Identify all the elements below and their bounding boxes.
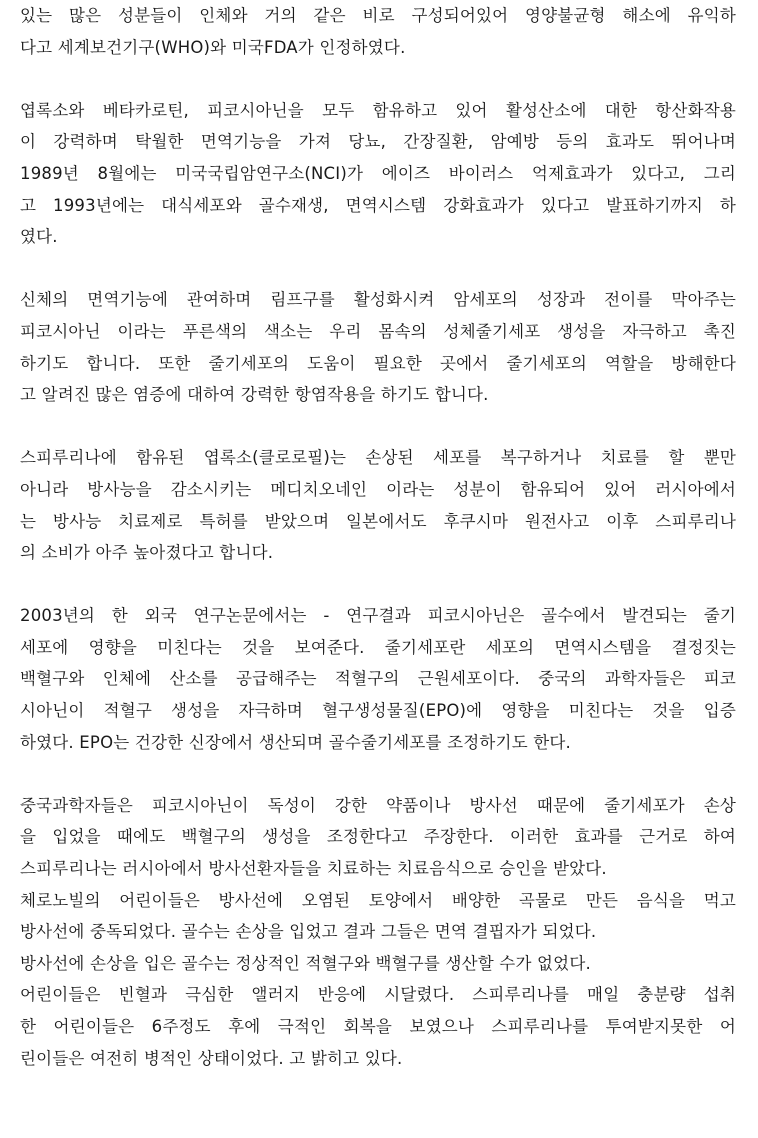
paragraph-gap [20,411,736,443]
paragraph-line: 한 어린이들은 6주정도 후에 극적인 회복을 보였으나 스피루리나를 투여받지못한 어 [20,1017,736,1036]
paragraph-line: 있는 많은 성분들이 인체와 거의 같은 비로 구성되어있어 영양불균형 해소에 유익하 [20,6,736,25]
paragraph-line: 엽록소와 베타카로틴, 피코시아닌을 모두 함유하고 있어 활성산소에 대한 항산화작용 [20,100,736,120]
paragraph-6 [20,790,736,1074]
paragraph-line: 을 입었을 때에도 백혈구의 생성을 조정한다고 주장한다. 이러한 효과를 근거로 하여 [20,827,736,847]
article-body [20,0,736,1074]
paragraph-line: 고 1993년에는 대식세포와 골수재생, 면역시스템 강화효과가 있다고 발표하기까지 하 [20,195,736,215]
paragraph-line: 였다. [20,227,58,247]
paragraph-line: 는 방사능 치료제로 특허를 받았으며 일본에서도 후쿠시마 원전사고 이후 스피루리나 [20,511,736,531]
paragraph-line: 어린이들은 빈혈과 극심한 앨러지 반응에 시달렸다. 스피루리나를 매일 충분량 섭취 [20,985,736,1005]
paragraph-line: 방사선에 중독되었다. 골수는 손상을 입었고 결과 그들은 면역 결핍자가 되었다. [20,922,597,942]
paragraph-line: 신체의 면역기능에 관여하며 림프구를 활성화시켜 암세포의 성장과 전이를 막아주는 [20,290,736,310]
paragraph-line: 2003년의 한 외국 연구논문에서는 - 연구결과 피코시아닌은 골수에서 발견되는 줄기 [20,606,736,626]
paragraph-line: 스피루리나는 러시아에서 방사선환자들을 치료하는 치료음식으로 승인을 받았다. [20,859,607,879]
paragraph-line: 체로노빌의 어린이들은 방사선에 오염된 토양에서 배양한 곡물로 만든 음식을 먹고 [20,890,736,910]
paragraph-line: 백혈구와 인체에 산소를 공급해주는 적혈구의 근원세포이다. 중국의 과학자들은 피코 [20,669,736,689]
paragraph-line: 피코시아닌 이라는 푸른색의 색소는 우리 몸속의 성체줄기세포 생성을 자극하고 촉진 [20,321,736,341]
paragraph-2 [20,95,736,253]
paragraph-line: 하였다. EPO는 건강한 신장에서 생산되며 골수줄기세포를 조정하기도 한다. [20,732,571,752]
paragraph-line: 중국과학자들은 피코시아닌이 독성이 강한 약품이나 방사선 때문에 줄기세포가 손상 [20,795,736,815]
paragraph-line: 이 강력하며 탁월한 면역기능을 가져 당뇨, 간장질환, 암예방 등의 효과도 뛰어나며 [20,132,736,152]
paragraph-gap [20,758,736,790]
paragraph-1 [20,0,736,63]
paragraph-line: 아니라 방사능을 감소시키는 메디치오네인 이라는 성분이 함유되어 있어 러시아에서 [20,479,736,499]
paragraph-line: 의 소비가 아주 높아졌다고 합니다. [20,543,274,563]
paragraph-line: 1989년 8월에는 미국국립암연구소(NCI)가 에이즈 바이러스 억제효과가 있다고, 그리 [20,163,736,183]
paragraph-line: 다고 세계보건기구(WHO)와 미국FDA가 인정하였다. [20,37,406,57]
paragraph-3 [20,284,736,410]
paragraph-line: 시아닌이 적혈구 생성을 자극하며 혈구생성물질(EPO)에 영향을 미친다는 것을 입증 [20,701,736,721]
paragraph-gap [20,63,736,95]
paragraph-gap [20,253,736,285]
paragraph-line: 방사선에 손상을 입은 골수는 정상적인 적혈구와 백혈구를 생산할 수가 없었다. [20,953,591,973]
paragraph-line: 린이들은 여전히 병적인 상태이었다. 고 밝히고 있다. [20,1048,403,1068]
paragraph-5 [20,600,736,758]
paragraph-4 [20,442,736,568]
paragraph-line: 고 알려진 많은 염증에 대하여 강력한 항염작용을 하기도 합니다. [20,385,489,405]
paragraph-line: 세포에 영향을 미친다는 것을 보여준다. 줄기세포란 세포의 면역시스템을 결정짓는 [20,637,736,657]
paragraph-line: 스피루리나에 함유된 엽록소(클로로필)는 손상된 세포를 복구하거나 치료를 할 뿐만 [20,448,736,468]
paragraph-line: 하기도 합니다. 또한 줄기세포의 도움이 필요한 곳에서 줄기세포의 역할을 방해한다 [20,353,736,373]
paragraph-gap [20,569,736,601]
